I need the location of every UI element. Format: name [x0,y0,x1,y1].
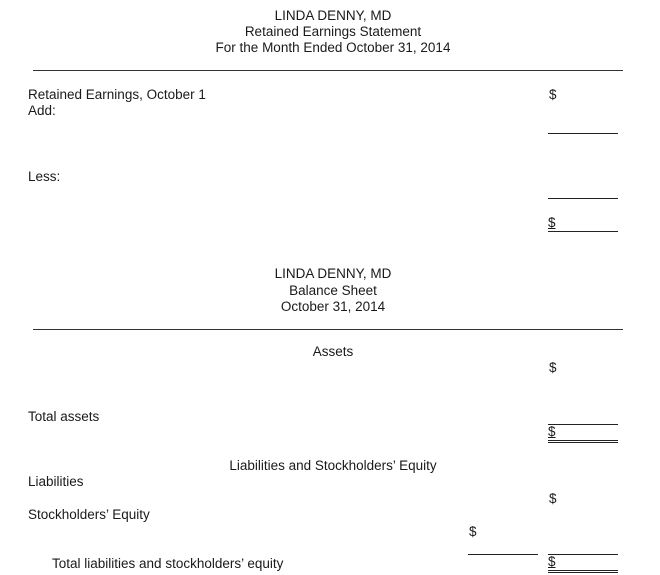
bs-company-name: LINDA DENNY, MD [274,266,392,281]
re-less-label: Less: [28,169,61,184]
bs-equity-label: Stockholders’ Equity [28,507,150,522]
re-company-name: LINDA DENNY, MD [274,8,392,23]
bs-liab-equity-heading: Liabilities and Stockholders’ Equity [229,458,437,473]
bs-title: Balance Sheet [289,283,377,298]
re-opening-label: Retained Earnings, October 1 [28,87,206,102]
bs-equity-currency: $ [469,524,477,539]
bs-total-assets-label: Total assets [28,409,100,424]
bs-le-subtotal-field[interactable] [548,538,618,555]
bs-assets-subtotal-field[interactable] [548,408,618,425]
re-opening-currency: $ [549,87,557,102]
re-add-label: Add: [28,103,56,118]
bs-header-rule [33,329,623,330]
re-ending-balance-field[interactable] [548,215,618,232]
bs-date: October 31, 2014 [280,299,386,314]
bs-assets-currency: $ [549,360,557,375]
re-less-subtotal-field[interactable] [548,182,618,199]
bs-total-assets-currency: $ [548,424,556,439]
bs-liabilities-currency: $ [549,491,557,506]
bs-assets-heading: Assets [312,344,354,359]
re-ending-currency: $ [548,215,556,230]
bs-total-le-label: Total liabilities and stockholders’ equity [52,556,284,571]
re-statement-title: Retained Earnings Statement [244,24,422,39]
bs-total-le-field[interactable] [548,554,618,573]
re-statement-period: For the Month Ended October 31, 2014 [215,40,451,55]
bs-equity-subtotal-field[interactable] [468,538,538,555]
re-header-rule [33,70,623,71]
re-add-subtotal-field[interactable] [548,117,618,134]
bs-liabilities-label: Liabilities [28,474,84,489]
bs-total-assets-field[interactable] [548,424,618,443]
bs-total-le-currency: $ [548,554,556,569]
